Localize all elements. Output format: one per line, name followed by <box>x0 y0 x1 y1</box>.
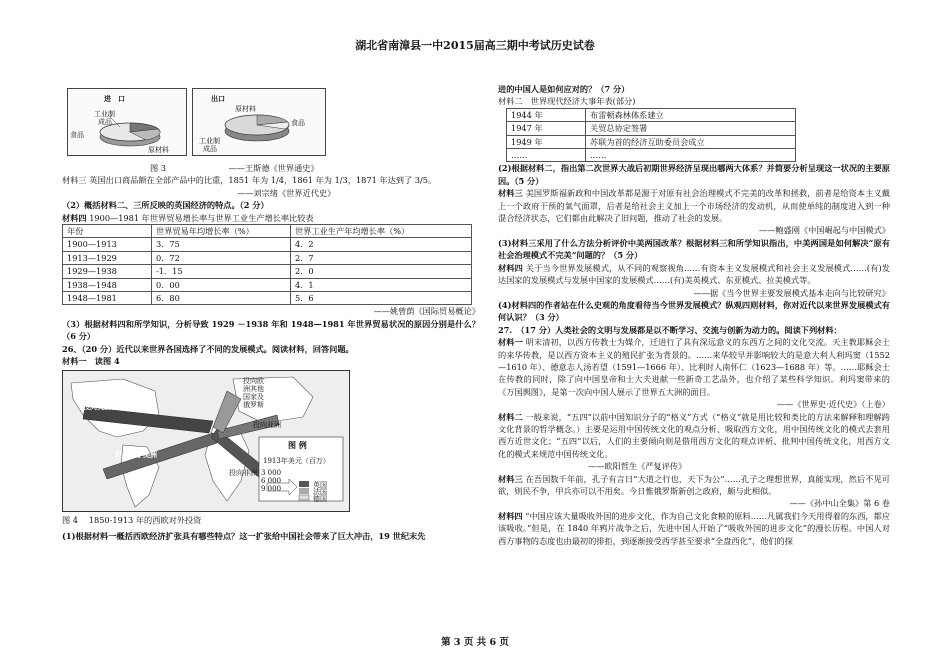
material-3b-label: 材料三 <box>498 473 523 484</box>
map-label-north-america: 投向美国和加拿大 <box>83 401 139 411</box>
material-1-intro: 材料一 读图 4 <box>62 356 120 367</box>
material-2-source: ——欧阳哲生《严复评传》 <box>588 461 687 472</box>
material-2-label: 材料二 <box>498 411 523 422</box>
map-label-europe-4: 俄罗斯 <box>243 400 264 409</box>
export-pie-title: 出口 <box>211 94 225 103</box>
table-row <box>63 251 472 264</box>
legend-value-6000: 6 000 <box>261 476 282 485</box>
legend-value-9000: 9 000 <box>261 484 282 493</box>
table-cell: 0．72 <box>152 251 291 264</box>
material-3-label: 材料三 <box>498 188 523 199</box>
material-3b-right <box>498 473 890 498</box>
economic-events-table <box>506 108 796 163</box>
page-title: 湖北省南漳县一中2015届高三期中考试历史试卷 <box>355 39 595 52</box>
table-cell: 2．0 <box>291 265 472 278</box>
question-27: 27. （17 分）人类社会的文明与发展都是以不断学习、交流与创新为动力的。阅读下列材料： <box>498 324 842 335</box>
material-1-right <box>498 336 890 398</box>
question-2-left: （2）概括材料二、三所反映的英国经济的特点。（2 分） <box>62 200 269 211</box>
export-label-products: 成品 <box>203 145 217 153</box>
table-cell: 关贸总协定签署 <box>586 122 796 135</box>
legend-germany: 德国 <box>313 494 327 503</box>
figure-3-caption-line <box>62 162 480 174</box>
question-1-left: (1)根据材料一概括西欧经济扩张具有哪些特点？这一扩张给中国社会带来了巨大冲击，19 世纪末先 <box>62 530 426 541</box>
map-label-africa: 投向非洲 <box>229 468 257 477</box>
table-row <box>507 122 796 135</box>
table-cell: 1947 年 <box>507 122 586 135</box>
table-source: ——姚曾荫《国际贸易概论》 <box>373 306 480 317</box>
table-cell: 1949 年 <box>507 135 586 148</box>
table-cell: …… <box>586 149 796 162</box>
import-pie-title: 进 口 <box>104 94 125 103</box>
table-cell: 3．75 <box>152 238 291 251</box>
left-column <box>62 88 480 542</box>
legend-value-3000: 3 000 <box>261 468 282 477</box>
table-header-trade: 世界贸易年均增长率（%） <box>152 225 291 238</box>
material-4-source: ——据《当今世界主要发展模式基本走向与比较研究》 <box>693 287 890 298</box>
material-3b-source: ——《孙中山全集》第 6 卷 <box>789 498 890 509</box>
map-label-asia: 投向亚洲 <box>253 420 281 429</box>
material-3-text: 美国罗斯福新政和中国改革都是源于对原有社会治理模式不完美的改革和拯救，前者是给资本主义戴上一个政府干预的氧气面罩，后者是给社会主义加上一个市场经济的发动机，从而使单纯的制度进入到一种混合经济状态，它们都由此解决了旧问题，推动了社会的发展。 <box>498 188 890 224</box>
material-4-right <box>498 262 890 287</box>
material-4-text: 关于当今世界发展模式，从不同的观察视角……有资本主义发展模式和社会主义发展模式……(有)发达国家的发展模式与发展中国家的发展模式……(有)美英模式、东亚模式、拉美模式等。 <box>498 262 890 286</box>
material-3-source: ——鲍盛刚《中国崛起与中国模式》 <box>758 225 890 236</box>
map-label-latin-america: 投向拉丁美洲 <box>115 449 157 459</box>
material-2-right <box>498 411 890 461</box>
legend-title: 图 例 <box>288 439 307 450</box>
table-cell: …… <box>507 149 586 162</box>
table-cell: 2．7 <box>291 251 472 264</box>
table-row <box>507 108 796 121</box>
table-cell: 布雷顿森林体系建立 <box>586 108 796 121</box>
material-1-source: ——《世界史·近代史》（上卷） <box>776 399 890 410</box>
table-cell: 1900—1913 <box>63 238 152 251</box>
figure-3 <box>62 88 480 158</box>
material-3-left <box>62 174 480 186</box>
question-26: 26、（20 分）近代以来世界各国选择了不同的发展模式。阅读材料，回答问题。 <box>62 343 354 354</box>
map-label-europe-2: 洲其他 <box>243 384 264 393</box>
material-1-label: 材料一 <box>498 337 523 348</box>
table-row <box>63 265 472 278</box>
export-label-industrial: 工业制 <box>199 137 220 145</box>
question-2-right: (2)根据材料二，指出第二次世界大战后初期世界经济呈现出哪两大体系？并简要分析呈现这一状况的主要原因。（5 分） <box>498 163 890 186</box>
question-4-right: (4)材料四的作者站在什么史观的角度看待当今世界发展模式？纵观四则材料，你对近代以来世界发展模式有何认识？（3 分） <box>498 299 890 323</box>
material-1-text: 明末清初，以西方传教士为媒介，迁进行了具有深远意义的东西方之间的文化交流。天主教耶稣会士的来华传教，是以西方资本主义的殖民扩张为背景的。……来华较早并影响较大的是意大利人利玛窦（1552—1610 年）、德意志人汤若望（1591—1666 年）、比利时人南怀仁（1623—1688 年）等。……耶稣会士在传教的同时，除了向中国皇帝和士大夫进献一些新奇工艺品外，也介绍了某些科学知识。利玛窦带来的《万国舆图》，是第一次向中国人展示了世界五大洲的面目。 <box>498 337 890 397</box>
table-row <box>63 292 472 305</box>
legend-uk: 英国 <box>313 480 327 489</box>
material-4-left <box>62 212 480 224</box>
export-label-food: 食品 <box>291 119 305 127</box>
table-row <box>63 278 472 291</box>
table-row <box>507 135 796 148</box>
map-label-europe-1: 投向欧 <box>243 376 264 385</box>
question-1-continued: 进的中国人是如何应对的？（7 分） <box>498 84 630 94</box>
table-header-industry: 世界工业生产年均增长率（%） <box>291 225 472 238</box>
material-4b-label: 材料四 <box>498 510 523 521</box>
material-3b-text: 在吾国数千年前，孔子有言曰“大道之行也，天下为公”……孔子之理想世界，真能实现，然后不见可欲，则民不争，甲兵亦可以不用矣。今日惟俄罗斯新创之政府，颇与此相似。 <box>498 473 890 496</box>
import-label-products: 成品 <box>98 118 112 126</box>
table-row <box>63 238 472 251</box>
map-label-europe-3: 国家及 <box>243 392 264 401</box>
material-3-source: ——刘宗绪《世界近代史》 <box>237 187 336 198</box>
table-cell: 4．2 <box>291 238 472 251</box>
trade-growth-table <box>62 224 472 305</box>
table-row <box>507 149 796 162</box>
question-3-left: （3）根据材料四和所学知识，分析导致 1929 －1938 年和 1948—1981 年世界贸易状况的原因分别是什么？（6 分） <box>62 318 480 342</box>
right-column <box>498 83 890 547</box>
table-header-year: 年份 <box>63 225 152 238</box>
table-cell: 1948—1981 <box>63 292 152 305</box>
table-header-row <box>63 225 472 238</box>
import-label-food: 食品 <box>70 131 84 139</box>
table-cell: 0．00 <box>152 278 291 291</box>
legend-subtitle: 1913年美元（百万） <box>263 456 330 465</box>
figure-3-source: ——王斯德《世界通史》 <box>228 163 319 173</box>
material-2-text: 一般来说，“五四”以前中国知识分子的“格义”方式（“格义”就是用比较和类比的方法来解释和理解跨文化背景的哲学概念。）主要是运用中国传统文化的观点分析、吸取西方文化，用中国传统文化的模式去套用西方近世文化；“五四”以后，人们的主要倾向则是借用西方文化的观点评析、批判中国传统文化，用西方文化的模式来规范中国传统文化。 <box>498 411 890 459</box>
question-3-right: (3)材料三采用了什么方法分析评价中美两国改革？根据材料三和所学知识指出，中美两国是如何解决“原有社会治理模式不完美”问题的？（5 分） <box>498 237 890 261</box>
material-4b-right <box>498 510 890 547</box>
material-4-label: 材料四 <box>62 212 87 223</box>
material-4b-text: “中国应该大量吸收外国的进步文化，作为自己文化食粮的原料……凡属我们今天用得着的东西，都应该吸收。”但是，在 1840 年鸦片战争之后，先进中国人开始了“吸收外国的进步文化”的漫长历程。中国人对西方事物的态度也由最初的排拒，到逐渐接受西学甚至要求“全盘西化”，他们的探 <box>498 510 890 546</box>
import-pie-chart <box>67 88 187 156</box>
table-cell: 4．1 <box>291 278 472 291</box>
table-cell: -1．15 <box>152 265 291 278</box>
investment-map <box>62 370 350 512</box>
figure-4-caption: 图 4 1850-1913 年的西欧对外投资 <box>62 514 202 525</box>
material-3-right <box>498 187 890 224</box>
map-label-europe <box>243 377 264 409</box>
table-cell: 1929—1938 <box>63 265 152 278</box>
material-3-label: 材料三 <box>62 175 87 186</box>
material-2-intro: 材料二 世界现代经济大事年表(部分) <box>498 96 636 107</box>
table-cell: 5．6 <box>291 292 472 305</box>
table-cell: 1913—1929 <box>63 251 152 264</box>
material-3-text: 英国出口商品额在全部产品中的比重，1851 年为 1/4，1861 年为 1/3，1871 年达到了 3/5。 <box>89 175 437 186</box>
import-label-raw: 原材料 <box>148 146 169 154</box>
table-cell: 苏联为首的经济互助委员会成立 <box>586 135 796 148</box>
table-cell: 6．80 <box>152 292 291 305</box>
material-4-text: 1900—1981 年世界贸易增长率与世界工业生产增长率比较表 <box>89 212 314 223</box>
legend-france: 法国 <box>313 487 327 496</box>
table-cell: 1944 年 <box>507 108 586 121</box>
figure-3-caption: 图 3 <box>150 163 166 173</box>
table-cell: 1938—1948 <box>63 278 152 291</box>
export-pie-chart <box>192 88 326 156</box>
material-4-label: 材料四 <box>498 262 523 273</box>
export-label-raw: 原材料 <box>235 105 256 113</box>
page-number: 第 3 页 共 6 页 <box>441 637 509 648</box>
import-label-industrial: 工业制 <box>94 110 115 118</box>
